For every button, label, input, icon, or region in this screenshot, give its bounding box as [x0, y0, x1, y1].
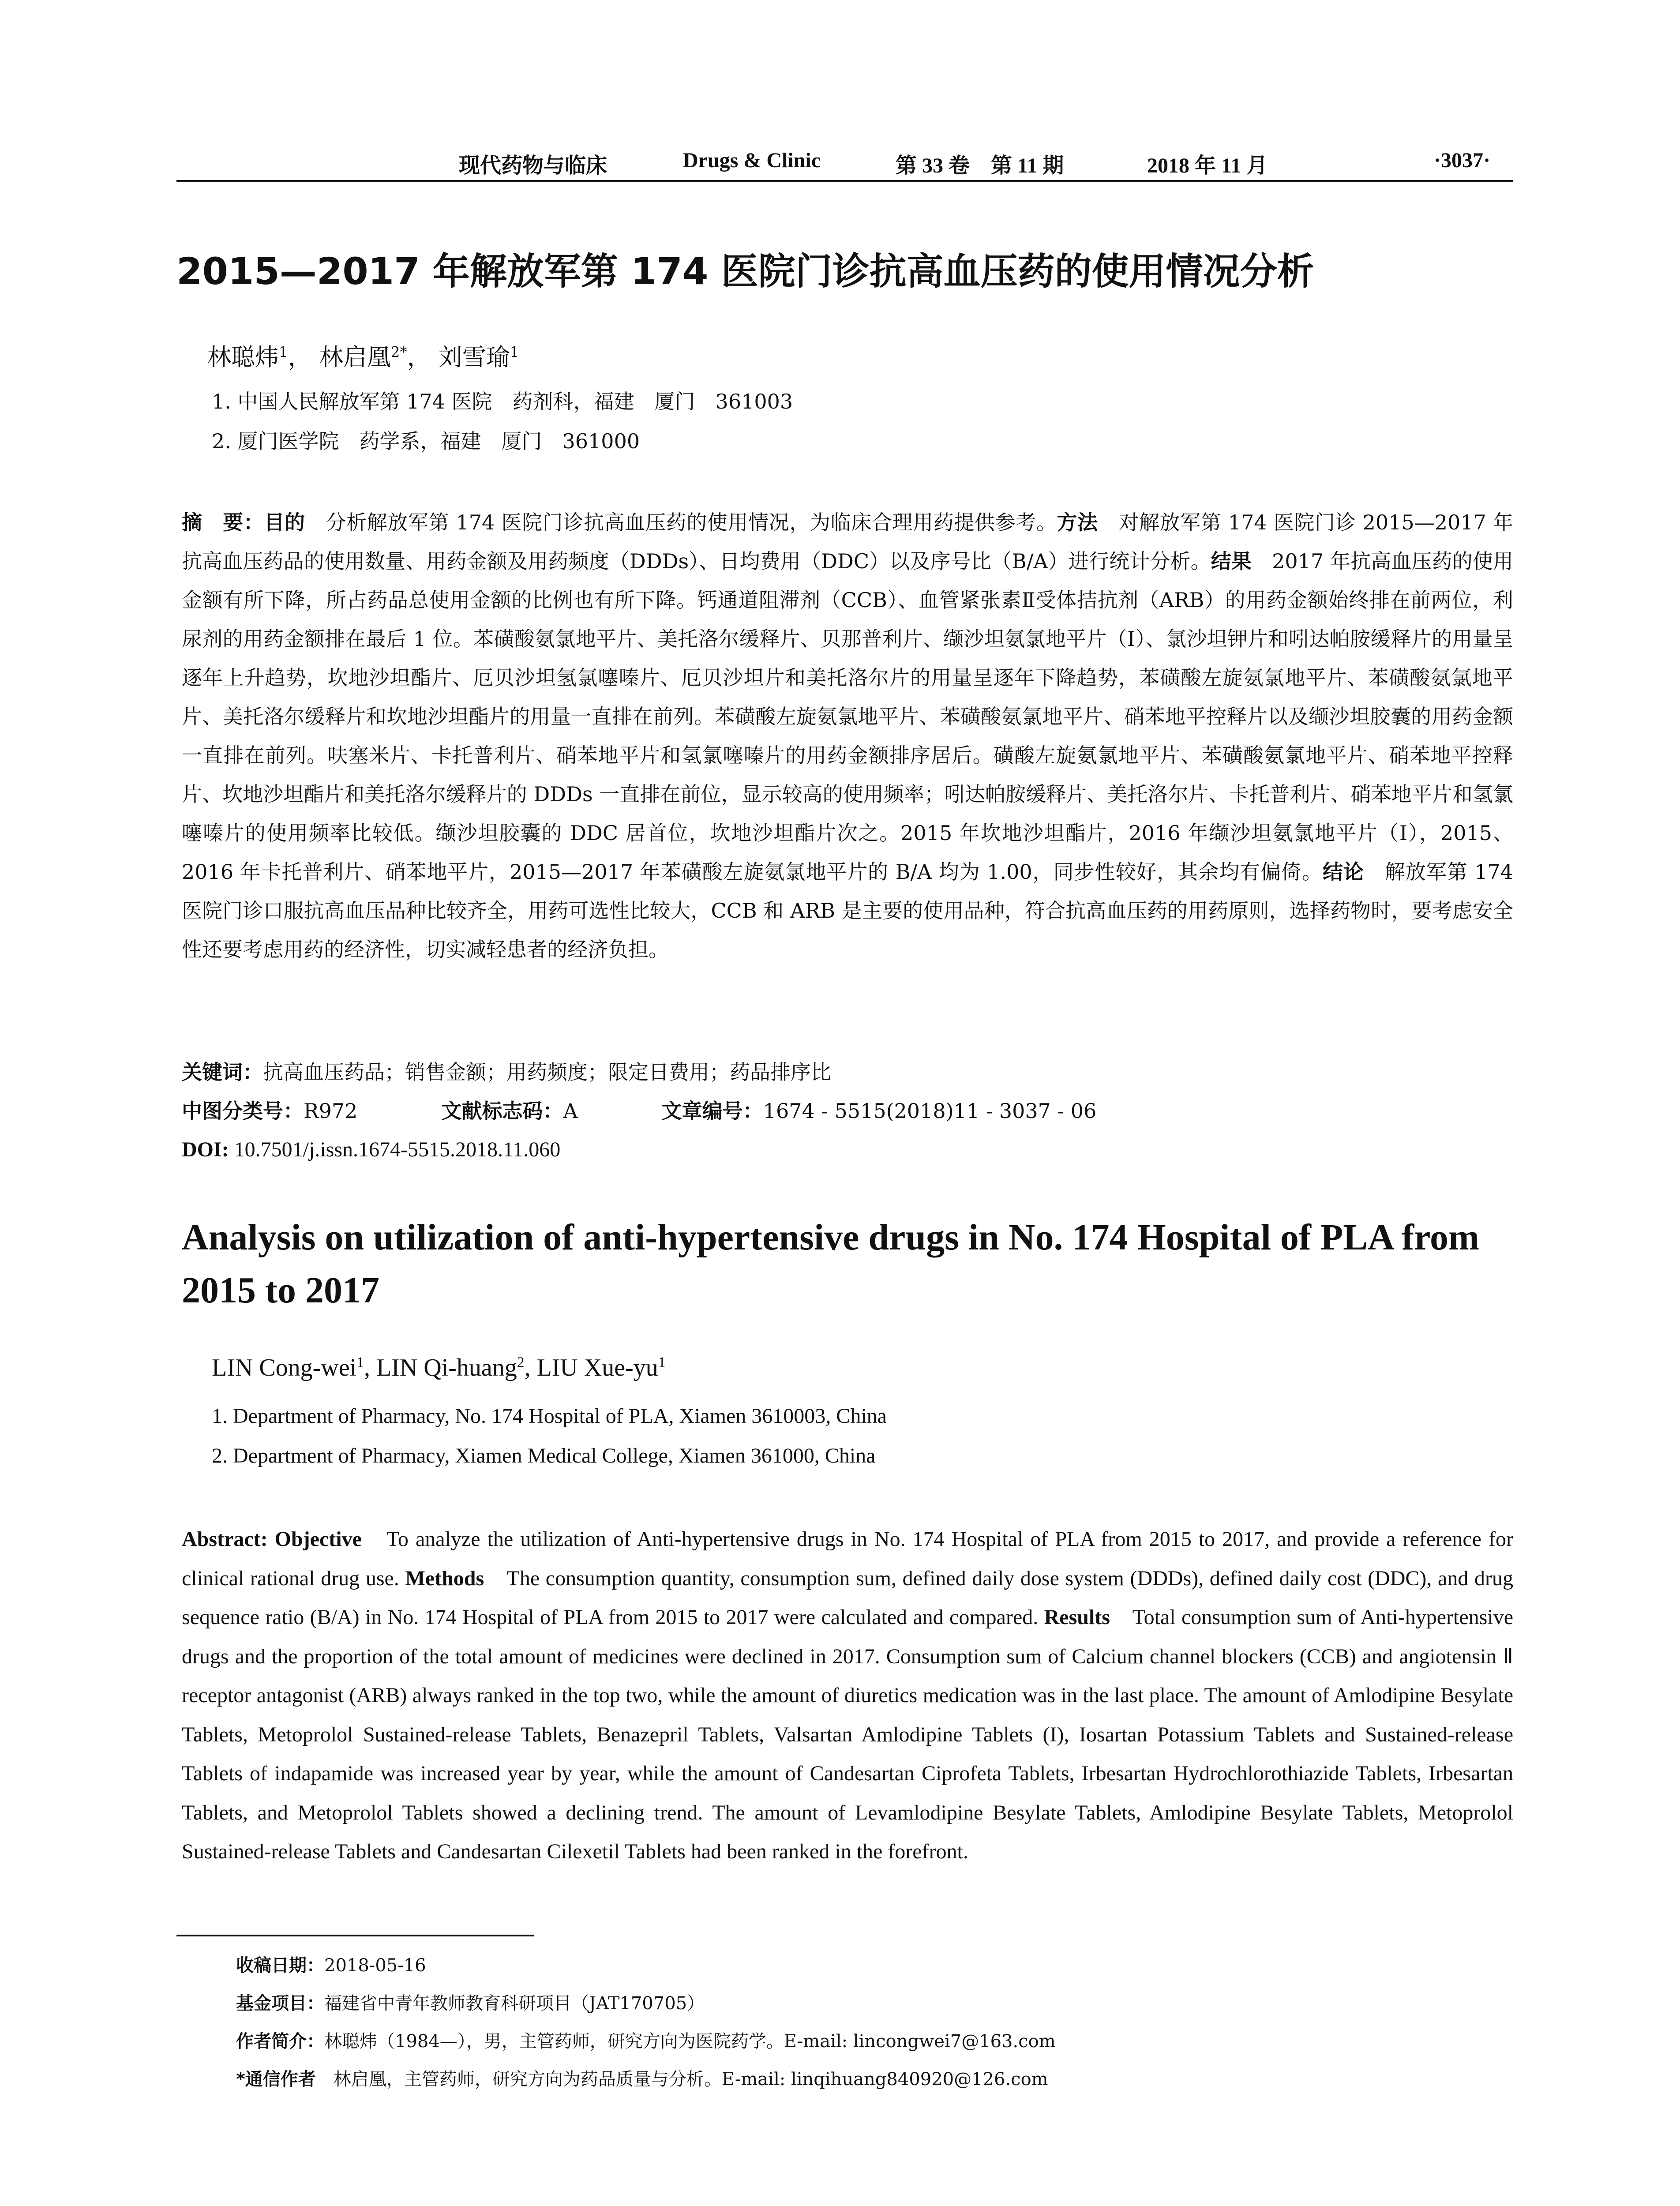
footnote-label: 作者简介：	[236, 2031, 324, 2052]
keywords-cn	[182, 1054, 831, 1090]
article-title-cn: 2015—2017 年解放军第 174 医院门诊抗高血压药的使用情况分析	[176, 250, 1314, 293]
footnote-label: 收稿日期：	[236, 1955, 324, 1976]
methods-label: 方法	[1057, 510, 1098, 534]
methods-text: The consumption quantity, consumption sum, defined daily dose system (DDDs), defined daily cost (DDC), and drug sequence ratio (B/A) in No. 174 Hospital of PLA from 2015 to 2017 were calculated and compared.	[182, 1566, 1514, 1629]
affiliation-cn-1: 1. 中国人民解放军第 174 医院 药剂科，福建 厦门 361003	[212, 390, 793, 413]
abstract-label: 摘 要：	[182, 510, 264, 534]
author-affiliation-mark: 1	[510, 344, 519, 360]
footnote-text: 林聪炜（1984—），男，主管药师，研究方向为医院药学。E-mail: lincongwei7@163.com	[324, 2031, 1056, 2052]
objective-text: 分析解放军第 174 医院门诊抗高血压药的使用情况，为临床合理用药提供参考。	[305, 510, 1057, 534]
doc-code-value: A	[563, 1099, 578, 1123]
keywords-label: 关键词：	[182, 1060, 263, 1084]
affiliation-en-2: 2. Department of Pharmacy, Xiamen Medical College, Xiamen 361000, China	[212, 1444, 876, 1467]
author-name: 林聪炜	[207, 343, 279, 371]
author-list-cn: 林聪炜$^1$， 林启凰$^{2*}$， 刘雪瑜$^1$	[207, 343, 519, 371]
author-affiliation-mark: 1	[356, 1354, 364, 1371]
abstract-objective-label: Abstract: Objective	[182, 1527, 362, 1551]
conclusion-text: 解放军第 174 医院门诊口服抗高血压品种比较齐全，用药可选性比较大，CCB 和 ARB 是主要的使用品种，符合抗高血压药的用药原则，选择药物时，要考虑安全性还要考虑用药的经济性，切实减轻患者的经济负担。	[182, 860, 1514, 961]
results-text: 2017 年抗高血压药的使用金额有所下降，所占药品总使用金额的比例也有所下降。钙通道阻滞剂（CCB）、血管紧张素Ⅱ受体拮抗剂（ARB）的用药金额始终排在前两位，利尿剂的用药金额排在最后 1 位。苯磺酸氨氯地平片、美托洛尔缓释片、贝那普利片、缬沙坦氨氯地平片（I）、氯沙坦钾片和吲达帕胺缓释片的用量呈逐年上升趋势，坎地沙坦酯片、厄贝沙坦氢氯噻嗪片、厄贝沙坦片和美托洛尔片的用量呈逐年下降趋势，苯磺酸左旋氨氯地平片、苯磺酸氨氯地平片、美托洛尔缓释片和坎地沙坦酯片的用量一直排在前列。苯磺酸左旋氨氯地平片、苯磺酸氨氯地平片、硝苯地平控释片以及缬沙坦胶囊的用药金额一直排在前列。呋塞米片、卡托普利片、硝苯地平片和氢氯噻嗪片的用药金额排序居后。磺酸左旋氨氯地平片、苯磺酸氨氯地平片、硝苯地平控释片、坎地沙坦酯片和美托洛尔缓释片的 DDDs 一直排在前位，显示较高的使用频率；吲达帕胺缓释片、美托洛尔片、卡托普利片、硝苯地平片和氢氯噻嗪片的使用频率比较低。缬沙坦胶囊的 DDC 居首位，坎地沙坦酯片次之。2015 年坎地沙坦酯片，2016 年缬沙坦氨氯地平片（I），2015、2016 年卡托普利片、硝苯地平片，2015—2017 年苯磺酸左旋氨氯地平片的 B/A 均为 1.00，同步性较好，其余均有偏倚。	[182, 549, 1514, 884]
journal-name-en: Drugs & Clinic	[683, 149, 821, 172]
doi-label: DOI:	[182, 1138, 229, 1161]
results-label: 结果	[1211, 549, 1252, 573]
footnote-author-bio	[236, 2026, 1056, 2057]
footnote-text: 林启凰，主管药师，研究方向为药品质量与分析。E-mail: linqihuang840920@126.com	[315, 2069, 1048, 2090]
issue-date: 2018 年 11 月	[1147, 154, 1268, 177]
page-number: ·3037·	[1434, 149, 1491, 172]
methods-text: 对解放军第 174 医院门诊 2015—2017 年抗高血压药品的使用数量、用药金额及用药频度（DDDs）、日均费用（DDC）以及序号比（B/A）进行统计分析。	[182, 510, 1514, 573]
author-affiliation-mark: 2	[517, 1354, 525, 1371]
objective-text: To analyze the utilization of Anti-hypertensive drugs in No. 174 Hospital of PLA from 2015 to 2017, and provide a reference for clinical rational drug use.	[182, 1527, 1513, 1590]
clc-value: R972	[304, 1099, 358, 1123]
doi-line	[182, 1132, 560, 1167]
keywords-text: 抗高血压药品；销售金额；用药频度；限定日费用；药品排序比	[263, 1060, 831, 1084]
footnote-text: 2018-05-16	[324, 1955, 426, 1976]
author-name: LIN Qi-huang	[376, 1354, 517, 1381]
affiliation-en-1: 1. Department of Pharmacy, No. 174 Hospital of PLA, Xiamen 3610003, China	[212, 1404, 887, 1428]
author-name: LIN Cong-wei	[212, 1354, 357, 1381]
footnote-received	[236, 1950, 426, 1981]
author-affiliation-mark: 1	[279, 344, 288, 360]
article-number-value: 1674 - 5515(2018)11 - 3037 - 06	[763, 1099, 1097, 1123]
results-text: Total consumption sum of Anti-hypertensive drugs and the proportion of the total amount of medicines were declined in 2017. Consumption sum of Calcium channel blockers (CCB) and angiotensin Ⅱ receptor antagonist (ARB) always ranked in the top two, while the amount of diuretics medication was in the last place. The amount of Amlodipine Besylate Tablets, Metoprolol Sustained-release Tablets, Benazepril Tablets, Valsartan Amlodipine Tablets (I), Iosartan Potassium Tablets and Sustained-release Tablets of indapamide was increased year by year, while the amount of Candesartan Ciprofeta Tablets, Irbesartan Hydrochlorothiazide Tablets, Irbesartan Tablets, and Metoprolol Tablets showed a declining trend. The amount of Levamlodipine Besylate Tablets, Amlodipine Besylate Tablets, Metoprolol Sustained-release Tablets and Candesartan Cilexetil Tablets had been ranked in the forefront.	[182, 1606, 1513, 1863]
footnote-divider	[176, 1935, 534, 1936]
author-affiliation-mark: 2*	[390, 344, 407, 360]
journal-name-cn: 现代药物与临床	[459, 154, 608, 177]
footnote-funding	[236, 1988, 705, 2019]
abstract-en	[182, 1520, 1513, 1872]
author-list-en: LIN Cong-wei$^1$, LIN Qi-huang$^2$, LIU Xue-$yu^1$	[212, 1354, 666, 1381]
classification-line	[182, 1093, 1096, 1129]
volume-issue: 第 33 卷 第 11 期	[896, 154, 1064, 177]
footnote-text: 福建省中青年教师教育科研项目（JAT170705）	[324, 1993, 705, 2014]
clc-label: 中图分类号：	[182, 1099, 304, 1123]
objective-label: 目的	[264, 510, 305, 534]
footnote-label: *通信作者	[236, 2069, 316, 2090]
author-name: 刘雪瑜	[438, 343, 510, 371]
abstract-cn	[182, 503, 1513, 969]
methods-label: Methods	[405, 1566, 484, 1590]
doi-value: 10.7501/j.issn.1674-5515.2018.11.060	[229, 1138, 561, 1161]
article-title-en: Analysis on utilization of anti-hypertensive drugs in No. 174 Hospital of PLA from 2015 to 2017	[182, 1217, 1479, 1311]
doc-code-label: 文献标志码：	[441, 1099, 563, 1123]
author-affiliation-mark: 1	[658, 1354, 666, 1371]
article-number-label: 文章编号：	[661, 1099, 763, 1123]
footnote-corresponding-author	[236, 2064, 1048, 2095]
running-header	[176, 140, 1513, 182]
author-name: 林启凰	[319, 343, 391, 371]
conclusion-label: 结论	[1322, 860, 1364, 884]
affiliation-cn-2: 2. 厦门医学院 药学系，福建 厦门 361000	[212, 429, 640, 453]
footnote-label: 基金项目：	[236, 1993, 324, 2014]
results-label: Results	[1044, 1606, 1110, 1629]
author-name: LIU Xue-yu	[536, 1354, 658, 1381]
